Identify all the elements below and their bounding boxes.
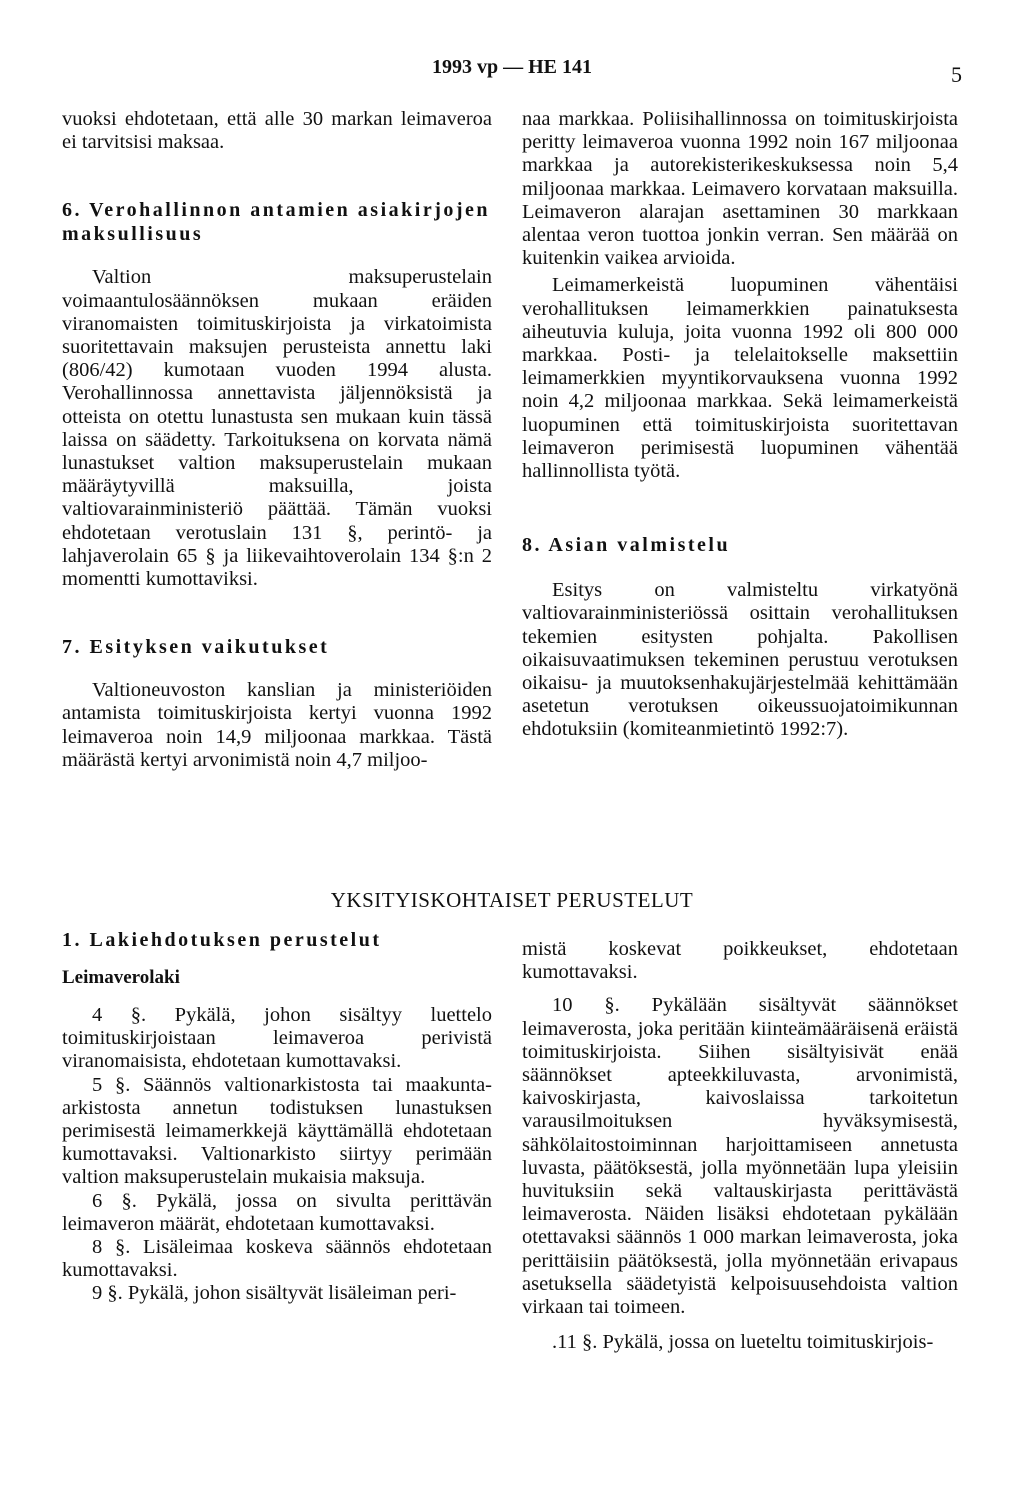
left-column-top [62, 108, 492, 772]
right-column-top [522, 108, 958, 742]
paragraph-continuation-2: mistä koskevat poikkeukset, ehdotetaan kumottavaksi. [522, 938, 958, 984]
paragraph-section-8: Esitys on valmisteltu virkatyönä valtiovarainministeriössä osittain verohallituksen tekemien esitysten pohjalta. Pakollisen oikaisuvaatimuksen tekeminen perustuu verotuksen oikaisu- ja muutoksenhakujärjestelmää kehittämään asetetun verotuksen oikeussuojatoimikunnan ehdotuksiin (komiteanmietintö 1992:7). [522, 579, 958, 741]
paragraph-11: .11 §. Pykälä, jossa on lueteltu toimituskirjois- [552, 1331, 934, 1354]
paragraph-section-7: Valtioneuvoston kanslian ja ministeriöiden antamista toimituskirjoista kertyi vuonna 1992 leimaveroa noin 14,9 miljoonaa markkaa. Tästä määrästä kertyi arvonimistä noin 4,7 miljoo- [62, 679, 492, 771]
heading-section-8: 8. Asian valmistelu [522, 534, 731, 557]
paragraph-section-6: Valtion maksuperustelain voimaantulosäännöksen mukaan eräiden viranomaisten toimituskirjoista ja virkatoimista suoritettavain maksujen perusteista annettu laki (806/42) kumotaan vuoden 1994 alusta. Verohallinnossa annettavista jäljennöksistä ja otteista on otettu lunastusta sen mukaan kuin tässä laissa on säädetty. Tarkoituksena on korvata nämä lunastukset valtion maksuperustelain mukaan määräytyvillä maksuilla, joista valtiovarainministeriö päättää. Tämän vuoksi ehdotetaan verotuslain 131 §, perintö- ja lahjaverolain 65 § ja liikevaihtoverolain 134 §:n 2 momentti kumottaviksi. [62, 266, 492, 591]
section-title: YKSITYISKOHTAISET PERUSTELUT [330, 888, 694, 912]
paragraph-4: 4 §. Pykälä, johon sisältyy luettelo toimituskirjoistaan leimaveroa perivistä viranomaisista, ehdotetaan kumottavaksi. [62, 1004, 492, 1073]
heading-section-6: 6. Verohallinnon antamien asiakirjojen maksullisuus [62, 199, 491, 246]
paragraph-5: 5 §. Säännös valtionarkistosta tai maakunta-arkistosta annetun todistuksen lunastuksen perimisestä leimamerkkejä käyttämällä ehdotetaan kumottavaksi. Valtionarkisto siirtyy perimään valtion maksuperustelain mukaisia maksuja. [62, 1073, 492, 1189]
paragraph-9: 9 §. Pykälä, johon sisältyvät lisäleiman peri- [92, 1282, 457, 1305]
heading-lakiehdotus: 1. Lakiehdotuksen perustelut [62, 929, 382, 951]
paragraph-continuation: naa markkaa. Poliisihallinnossa on toimituskirjoista peritty leimaveroa vuonna 1992 noin 167 miljoonaa markkaa ja autorekisterikeskuksessa noin 5,4 miljoonaa markkaa. Leimavero korvataan maksuilla. Leimaveron alarajan asettaminen 30 markkaan alentaa veron tuottoa jonkin verran. Sen määrää on kuitenkin vaikea arvioida. [522, 108, 958, 270]
subheading-leimaverolaki: Leimaverolaki [62, 967, 180, 988]
paragraph-intro: vuoksi ehdotetaan, että alle 30 markan leimaveroa ei tarvitsisi maksaa. [62, 108, 492, 154]
paragraph-10: 10 §. Pykälään sisältyvät säännökset leimaverosta, joka peritään kiinteämääräisenä eräistä toimituskirjoista. Siihen sisältyisivät enää säännökset apteekkiluvasta, arvonimistä, kaivoskirjasta, kaivoslaissa tarkoitetun varausilmoituksen hyväksymisestä, sähkölaitostoiminnan harjoittamiseen annetusta luvasta, päätöksestä, jolla myönnetään lupa yleisiin huvituksiin sekä valtauskirjasta perittävästä leimaverosta. Näiden lisäksi ehdotetaan pykälään otettavaksi säännös 1 000 markan leimaverosta, joka perittäisiin päätöksestä, jolla myönnetään erivapaus asetuksella säädetyistä kelpoisuusehdoista valtion virkaan tai toimeen. [522, 994, 958, 1319]
paragraph-6: 6 §. Pykälä, jossa on sivulta perittävän leimaveron määrät, ehdotetaan kumottavaksi. [62, 1189, 492, 1235]
paragraph-leimamerkit: Leimamerkeistä luopuminen vähentäisi verohallituksen leimamerkkien painatuksesta aiheutuvia kuluja, joita vuonna 1992 oli 800 000 markkaa. Posti- ja telelaitokselle maksettiin leimamerkkien myyntikorvauksena vuonna 1992 noin 4,2 miljoonaa markkaa. Sekä leimamerkeistä luopuminen että toimituskirjoista suoritettavan leimaveron perimisestä luopuminen vähentää hallinnollista työtä. [522, 274, 958, 483]
left-column-bottom [62, 928, 492, 1306]
page-number: 5 [951, 62, 962, 87]
document-title: 1993 vp — HE 141 [431, 56, 593, 78]
heading-section-7: 7. Esityksen vaikutukset [62, 636, 330, 659]
right-column-bottom [522, 938, 958, 1354]
paragraph-8: 8 §. Lisäleimaa koskeva säännös ehdotetaan kumottavaksi. [62, 1236, 492, 1282]
